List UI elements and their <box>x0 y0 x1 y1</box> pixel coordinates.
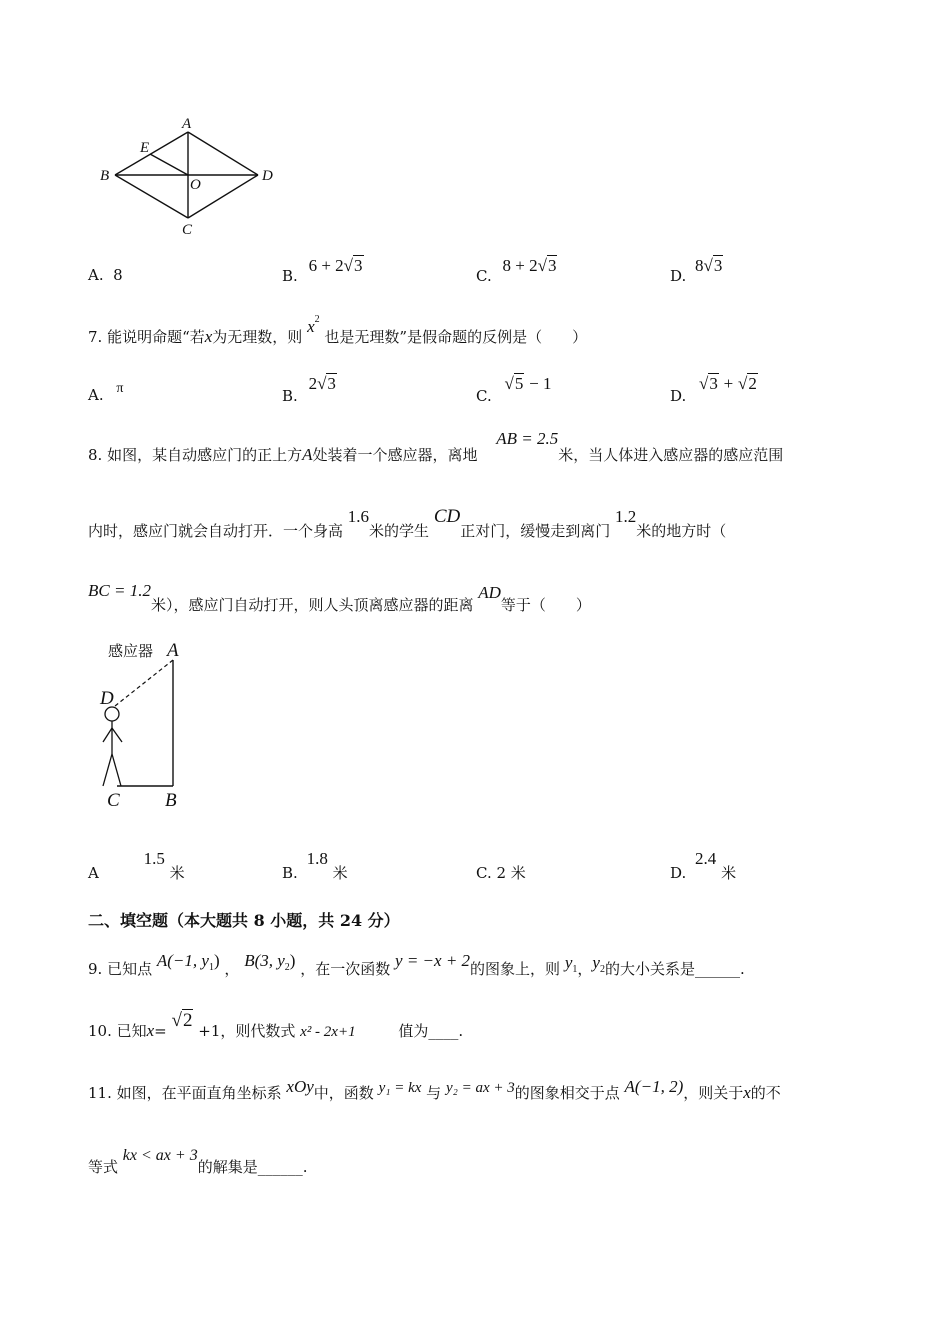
q8-option-d[interactable]: D. 2.4 米 <box>670 849 737 882</box>
rhombus-edge-ad <box>188 132 258 175</box>
q9: 9. 已知点 A(−1, $y_1$) ， B(3, $y_2$) ，在一次函数 y = −x + 2的图象上，则 $y_1$，$y_2$的大小关系是______. <box>88 951 745 978</box>
person-arm-right <box>112 728 122 742</box>
label-e: E <box>140 140 150 156</box>
person-head <box>105 707 119 721</box>
label-b: B <box>100 168 110 184</box>
q8-option-b[interactable]: B. 1.8 米 <box>282 849 348 882</box>
q7-option-c[interactable]: C. √5 − 1 <box>476 374 552 405</box>
label-o: O <box>190 177 201 193</box>
q11-line2: 等式 kx < ax + 3的解集是______. <box>88 1147 308 1176</box>
label-c: C <box>107 790 120 811</box>
q11-line1: 11. 如图，在平面直角坐标系 xOy中，函数 y₁ = kx 与 y₂ = ax + 3的图象相交于点 A(−1, 2)，则关于x的不 <box>88 1077 781 1102</box>
label-c: C <box>182 222 193 238</box>
q8-line2: 内时，感应门就会自动打开．一个身高 1.6米的学生 CD正对门，缓慢走到离门 1.2米的地方时（ <box>88 506 727 540</box>
q6-option-c[interactable]: C. 8 + 2√3 <box>476 256 557 285</box>
q10: 10. 已知x= √2 +1，则代数式 x² - 2x+1 值为____. <box>88 1010 464 1040</box>
rhombus-figure <box>90 110 290 240</box>
sight-line-ad <box>115 660 173 706</box>
door-sensor-figure <box>95 636 205 816</box>
q8-line3: BC = 1.2米），感应门自动打开，则人头顶离感应器的距离 AD等于（ ） <box>88 581 591 614</box>
q6-option-b[interactable]: B. 6 + 2√3 <box>282 256 363 285</box>
label-a: A <box>182 116 192 132</box>
label-b: B <box>165 790 177 811</box>
q6-option-d[interactable]: D. 8√3 <box>670 256 723 285</box>
person-leg-left <box>103 754 112 786</box>
label-a: A <box>167 640 179 661</box>
q8-line1: 8. 如图，某自动感应门的正上方A处装着一个感应器，离地 AB = 2.5米，当人体进入感应器的感应范围 <box>88 429 784 464</box>
person-leg-right <box>112 754 121 786</box>
q7-stem: 7. 能说明命题“若x为无理数，则 $x^2$ 也是无理数”是假命题的反例是（ ） <box>88 314 588 346</box>
q8-option-c[interactable]: C. 2 米 <box>476 864 526 882</box>
q7-option-b[interactable]: B. 2√3 <box>282 374 336 405</box>
segment-oe <box>150 154 188 175</box>
label-d: D <box>100 688 114 709</box>
rhombus-edge-bc <box>115 175 188 218</box>
label-sensor: 感应器 <box>108 642 154 660</box>
person-arm-left <box>103 728 112 742</box>
label-d: D <box>262 168 273 184</box>
section-title: 二、填空题（本大题共 8 小题，共 24 分） <box>88 911 400 930</box>
q7-option-a[interactable]: A. π <box>88 381 124 404</box>
q7-option-d[interactable]: D. √3 + √2 <box>670 374 757 405</box>
q8-option-a[interactable]: A 1.5 米 <box>88 849 185 882</box>
q6-option-a[interactable]: A. 8 <box>88 266 123 284</box>
